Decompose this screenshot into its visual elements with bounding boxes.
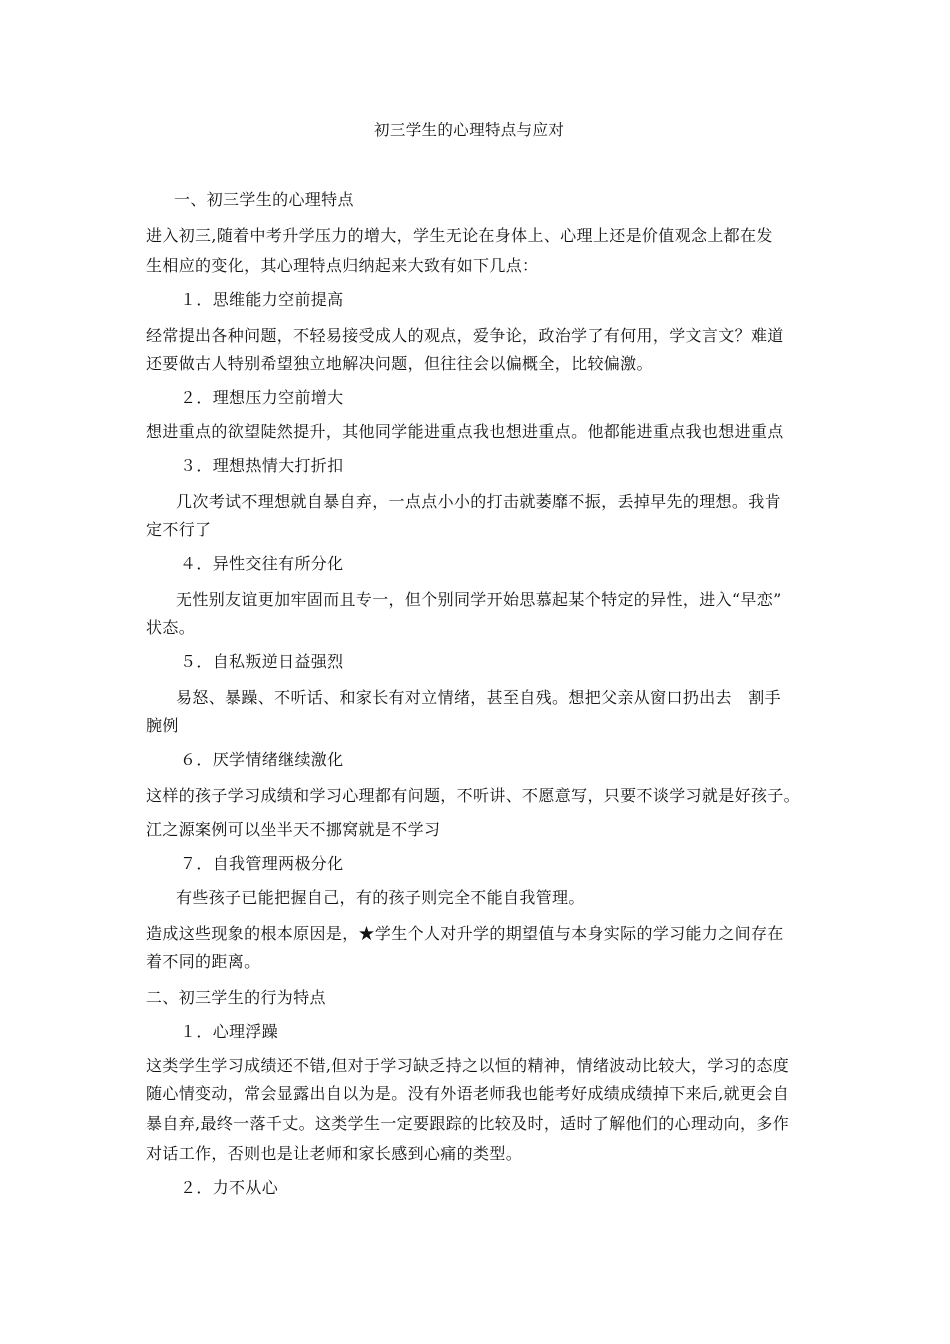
paragraph-line: 造成这些现象的根本原因是，★学生个人对升学的期望值与本身实际的学习能力之间存在: [146, 924, 784, 943]
paragraph-line: 这样的孩子学习成绩和学习心理都有问题，不听讲、不愿意写，只要不谈学习就是好孩子。: [146, 786, 801, 805]
paragraph-line: 还要做古人特别希望独立地解决问题，但往往会以偏概全，比较偏激。: [146, 354, 653, 373]
section-heading: 二、初三学生的行为特点: [146, 988, 326, 1007]
paragraph-line: 几次考试不理想就自暴自弃，一点点小小的打击就萎靡不振，丢掉早先的理想。我肯: [176, 492, 781, 511]
paragraph-line: 状态。: [146, 618, 196, 637]
paragraph-line: 随心情变动，常会显露出自以为是。没有外语老师我也能考好成绩成绩掉下来后,就更会自: [146, 1084, 790, 1103]
subheading: ３．理想热情大打折扣: [180, 456, 344, 475]
paragraph-line: 这类学生学习成绩还不错,但对于学习缺乏持之以恒的精神，情绪波动比较大，学习的态度: [146, 1056, 790, 1075]
section-heading: 一、初三学生的心理特点: [174, 190, 354, 209]
paragraph-line: 有些孩子已能把握自己，有的孩子则完全不能自我管理。: [176, 888, 585, 907]
subheading: ７．自我管理两极分化: [180, 854, 344, 873]
paragraph-line: 生相应的变化，其心理特点归纳起来大致有如下几点：: [146, 256, 539, 275]
paragraph-line: 暴自弃,最终一落千丈。这类学生一定要跟踪的比较及时，适时了解他们的心理动向，多作: [146, 1114, 790, 1133]
paragraph-line: 易怒、暴躁、不听话、和家长有对立情绪，甚至自残。想把父亲从窗口扔出去 割手: [176, 688, 781, 707]
subheading: １．心理浮躁: [180, 1022, 279, 1041]
subheading: ６．厌学情绪继续激化: [180, 750, 344, 769]
document-title: 初三学生的心理特点与应对: [374, 121, 565, 139]
paragraph-line: 无性别友谊更加牢固而且专一，但个别同学开始思慕起某个特定的异性，进入“早恋”: [176, 590, 782, 609]
subheading: ２．力不从心: [180, 1178, 279, 1197]
subheading: ２．理想压力空前增大: [180, 388, 344, 407]
paragraph-line: 定不行了: [146, 520, 212, 539]
paragraph-line: 对话工作，否则也是让老师和家长感到心痛的类型。: [146, 1144, 523, 1163]
paragraph-line: 进入初三,随着中考升学压力的增大，学生无论在身体上、心理上还是价值观念上都在发: [146, 226, 773, 245]
paragraph-line: 腕例: [146, 716, 179, 735]
paragraph-line: 着不同的距离。: [146, 952, 261, 971]
paragraph-line: 江之源案例可以坐半天不挪窝就是不学习: [146, 820, 441, 839]
paragraph-line: 想进重点的欲望陡然提升，其他同学能进重点我也想进重点。他都能进重点我也想进重点: [146, 422, 784, 441]
paragraph-line: 经常提出各种问题，不轻易接受成人的观点，爱争论，政治学了有何用，学文言文？难道: [146, 326, 784, 345]
subheading: ４．异性交往有所分化: [180, 554, 344, 573]
subheading: ５．自私叛逆日益强烈: [180, 652, 344, 671]
subheading: １．思维能力空前提高: [180, 290, 344, 309]
